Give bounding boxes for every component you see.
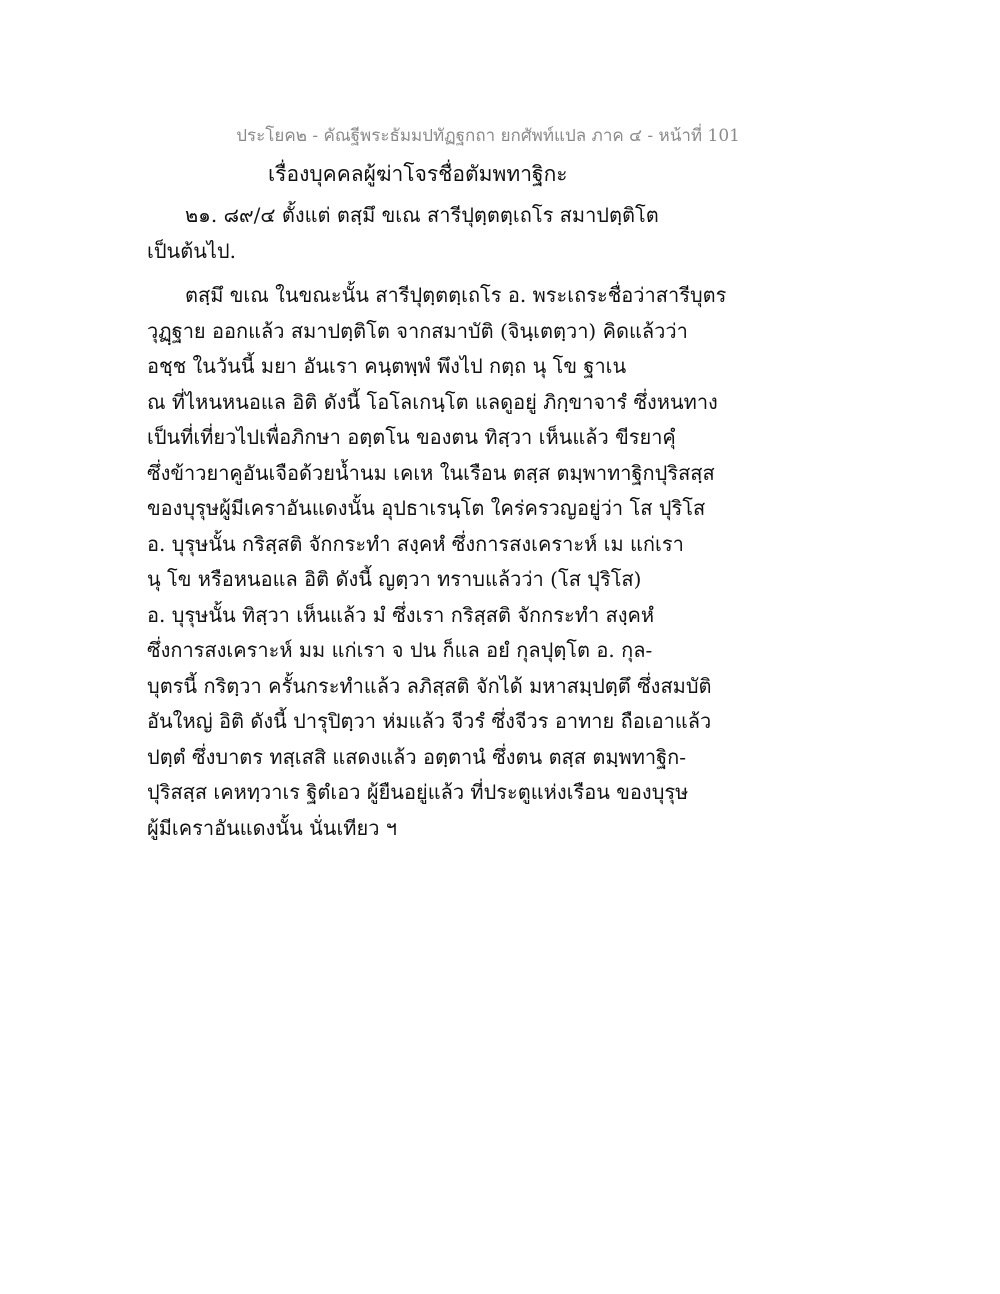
text-line: นุ โข หรือหนอแล อิติ ดังนี้ ญตฺวา ทราบแล้วว่า (โส ปุริโส) xyxy=(147,567,642,591)
text-line: ปตฺตํ ซึ่งบาตร ทสฺเสสิ แสดงแล้ว อตฺตานํ ซึ่งตน ตสฺส ตมฺพทาฐิก- xyxy=(147,744,687,769)
text-line: เป็นที่เที่ยวไปเพื่อภิกษา อตฺตโน ของตน ทิสฺวา เห็นแล้ว ขีรยาคุํ xyxy=(147,425,676,449)
text-line: ๒๑. ๘๙/๔ ตั้งแต่ ตสฺมึ ขเณ สารีปุตฺตตฺเถโร สมาปตฺติโต xyxy=(185,203,659,227)
text-line: อ. บุรุษนั้น ทิสฺวา เห็นแล้ว มํ ซึ่งเรา กริสฺสติ จักกระทำ สงฺคหํ xyxy=(147,602,655,627)
text-line: ซึ่งข้าวยาคูอันเจือด้วยน้ำนม เคเห ในเรือน ตสฺส ตมฺพาทาฐิกปุริสสฺส xyxy=(147,460,715,485)
story-title: เรื่องบุคคลผู้ฆ่าโจรชื่อตัมพทาฐิกะ xyxy=(268,162,568,186)
text-line: วุฏฺฐาย ออกแล้ว สมาปตฺติโต จากสมาบัติ (จินฺเตตฺวา) คิดแล้วว่า xyxy=(147,318,688,343)
running-header: ประโยค๒ - คัณฐีพระธัมมปทัฏฐกถา ยกศัพท์แปล ภาค ๔ - หน้าที่ 101 xyxy=(236,126,740,146)
text-line: เป็นต้นไป. xyxy=(147,238,236,263)
body-text xyxy=(147,198,747,846)
text-line: ปุริสสฺส เคหทฺวาเร ฐิตํเอว ผู้ยืนอยู่แล้ว ที่ประตูแห่งเรือน ของบุรุษ xyxy=(147,780,689,804)
text-line: ณ ที่ไหนหนอแล อิติ ดังนี้ โอโลเกนฺโต แลดูอยู่ ภิกฺขาจารํ ซึ่งหนทาง xyxy=(147,389,718,414)
text-line: ของบุรุษผู้มีเคราอันแดงนั้น อุปธาเรนฺโต ใคร่ครวญอยู่ว่า โส ปุริโส xyxy=(147,496,706,520)
text-line: ผู้มีเคราอันแดงนั้น นั่นเทียว ฯ xyxy=(147,815,398,840)
text-line: อันใหญ่ อิติ ดังนี้ ปารุปิตฺวา ห่มแล้ว จีวรํ ซึ่งจีวร อาทาย ถือเอาแล้ว xyxy=(147,709,712,733)
text-line: บุตรนี้ กริตฺวา ครั้นกระทำแล้ว ลภิสฺสติ จักได้ มหาสมฺปตฺตึ ซึ่งสมบัติ xyxy=(147,673,712,698)
text-line: อ. บุรุษนั้น กริสฺสติ จักกระทำ สงฺคหํ ซึ่งการสงเคราะห์ เม แก่เรา xyxy=(147,531,684,556)
text-line: อชฺช ในวันนี้ มยา อันเรา คนฺตพฺพํ พึงไป กตฺถ นุ โข ฐาเน xyxy=(147,354,627,378)
text-line: ซึ่งการสงเคราะห์ มม แก่เรา จ ปน ก็แล อยํ กุลปุตฺโต อ. กุล- xyxy=(147,638,653,662)
text-line: ตสฺมึ ขเณ ในขณะนั้น สารีปุตฺตตฺเถโร อ. พระเถระชื่อว่าสารีบุตร xyxy=(185,283,727,307)
